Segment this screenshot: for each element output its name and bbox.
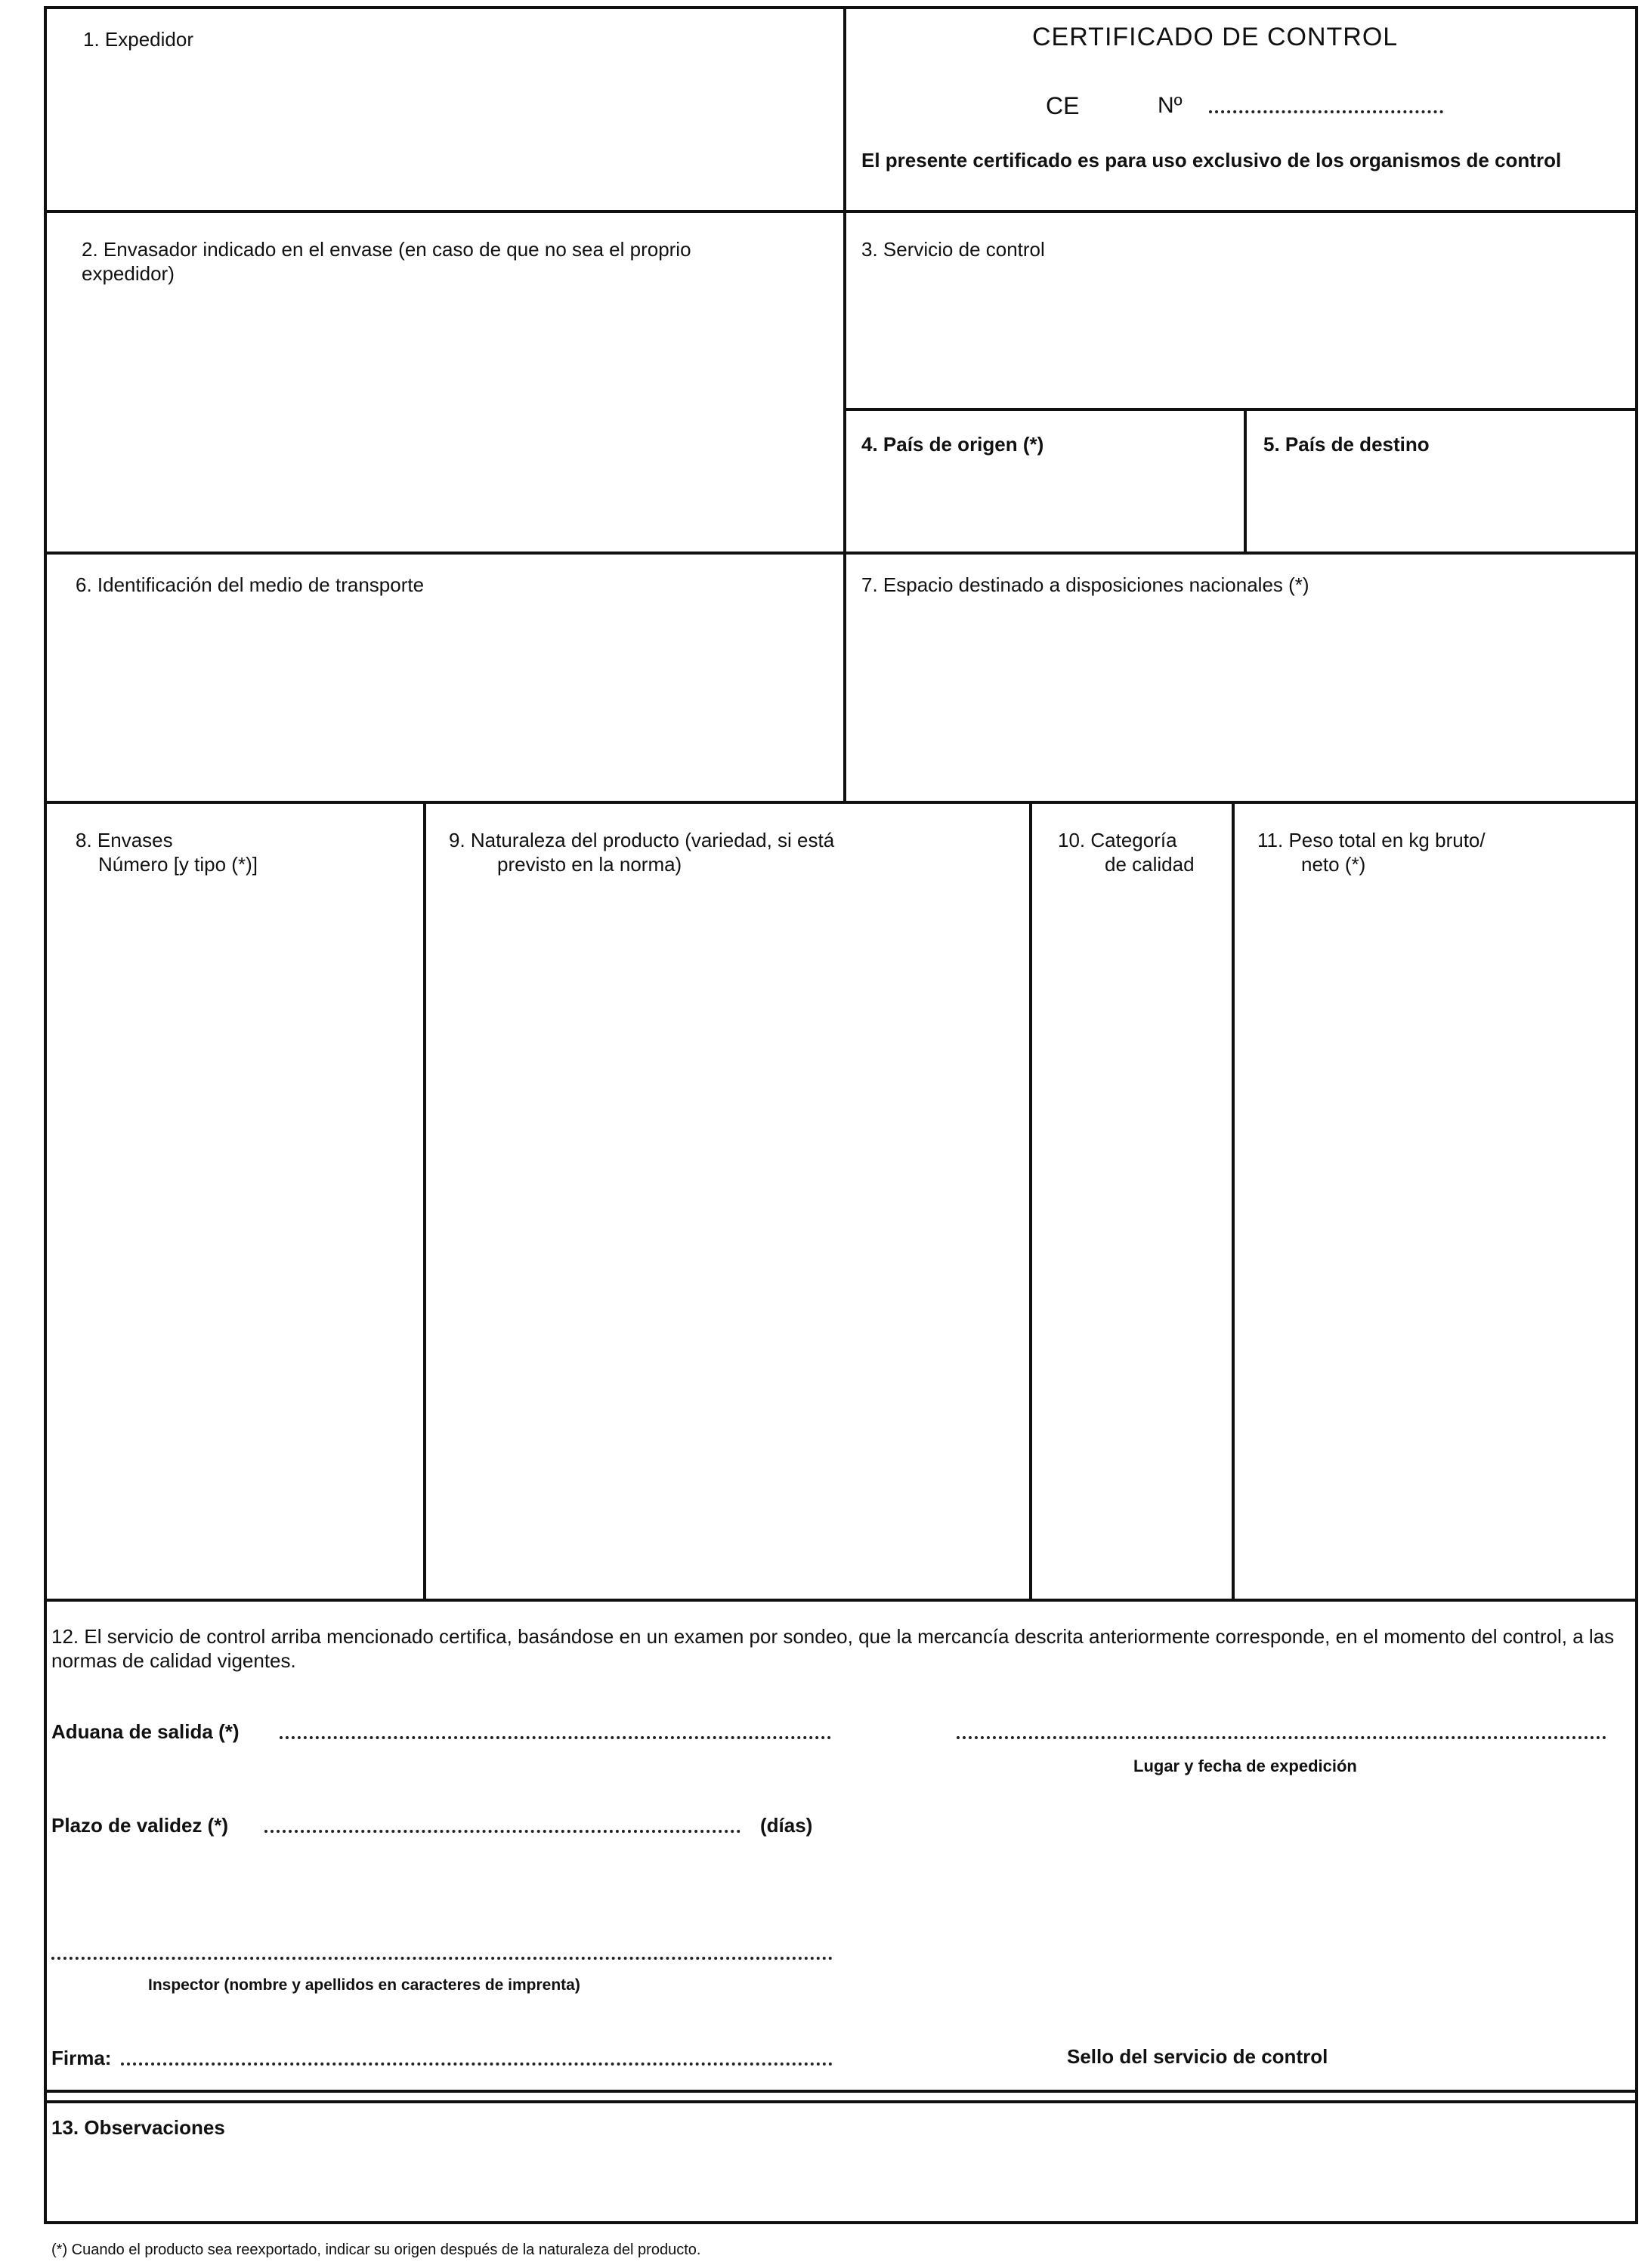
box-2-label: 2. Envasador indicado en el envase (en caso de que no sea el proprio expedidor) [82, 238, 691, 285]
observaciones-bottom-border [44, 2221, 1638, 2224]
divider-8-9 [423, 801, 426, 1600]
divider-upper-vertical [843, 6, 846, 802]
inspector-label: Inspector (nombre y apellidos en caracteres de imprenta) [148, 1976, 580, 1994]
certificate-number-field[interactable] [1209, 110, 1443, 113]
observaciones-label: 13. Observaciones [51, 2116, 225, 2139]
lugar-fecha-field[interactable] [957, 1736, 1606, 1739]
row-divider-6 [44, 2090, 1638, 2093]
plazo-label: Plazo de validez (*) [51, 1814, 229, 1837]
box-4-label: 4. País de origen (*) [861, 433, 1044, 456]
exclusive-use-note: El presente certificado es para uso exclusivo de los organismos de control [861, 149, 1562, 171]
firma-field[interactable] [121, 2063, 833, 2066]
box-3-label: 3. Servicio de control [861, 238, 1045, 261]
form-border-top [44, 6, 1638, 9]
box-10-sublabel: de calidad [1105, 853, 1195, 876]
row-divider-1 [44, 210, 1638, 213]
box-8-sublabel: Número [y tipo (*)] [98, 853, 258, 876]
box-7-label: 7. Espacio destinado a disposiciones nacionales (*) [861, 573, 1309, 596]
divider-10-11 [1232, 801, 1235, 1600]
firma-label: Firma: [51, 2047, 112, 2069]
box-6-label: 6. Identificación del medio de transporte [76, 573, 425, 596]
box-11-sublabel: neto (*) [1301, 853, 1366, 876]
inspector-field[interactable] [51, 1957, 833, 1960]
box-1-label: 1. Expedidor [83, 28, 193, 51]
divider-9-10 [1029, 801, 1032, 1600]
row-divider-2 [44, 552, 1638, 555]
plazo-field[interactable] [264, 1830, 740, 1833]
number-label: Nº [1158, 93, 1183, 118]
row-divider-4 [44, 801, 1638, 804]
row-divider-5 [44, 1599, 1638, 1602]
ce-label: CE [1046, 92, 1080, 119]
footnote: (*) Cuando el producto sea reexportado, indicar su origen después de la naturaleza del producto. [51, 2242, 701, 2258]
certificate-title: CERTIFICADO DE CONTROL [1032, 23, 1399, 51]
observaciones-right-border [1635, 2093, 1638, 2224]
box-10-label: 10. Categoría [1058, 829, 1177, 851]
form-border-bottom [44, 2100, 1638, 2103]
box-8-label: 8. Envases [76, 829, 173, 851]
form-border-right [1635, 6, 1638, 2114]
box-5-label: 5. País de destino [1263, 433, 1430, 456]
form-border-left [44, 6, 47, 2102]
box-9-sublabel: previsto en la norma) [497, 853, 682, 876]
lugar-fecha-label: Lugar y fecha de expedición [1133, 1757, 1357, 1775]
aduana-field[interactable] [280, 1736, 831, 1739]
box-9-label: 9. Naturaleza del producto (variedad, si está [449, 829, 835, 851]
dias-label: (días) [760, 1814, 813, 1837]
sello-label: Sello del servicio de control [1067, 2045, 1328, 2068]
box-11-label: 11. Peso total en kg bruto/ [1257, 829, 1486, 851]
divider-4-5 [1244, 408, 1247, 553]
observaciones-left-border [44, 2093, 47, 2224]
row-divider-3 [843, 408, 1638, 411]
certification-statement: 12. El servicio de control arriba mencionado certifica, basándose en un examen por sondeo, que la mercancía descrita anteriormente corresponde, en el momento del control, a las normas de calidad vigentes. [51, 1625, 1615, 1672]
aduana-label: Aduana de salida (*) [51, 1720, 240, 1743]
